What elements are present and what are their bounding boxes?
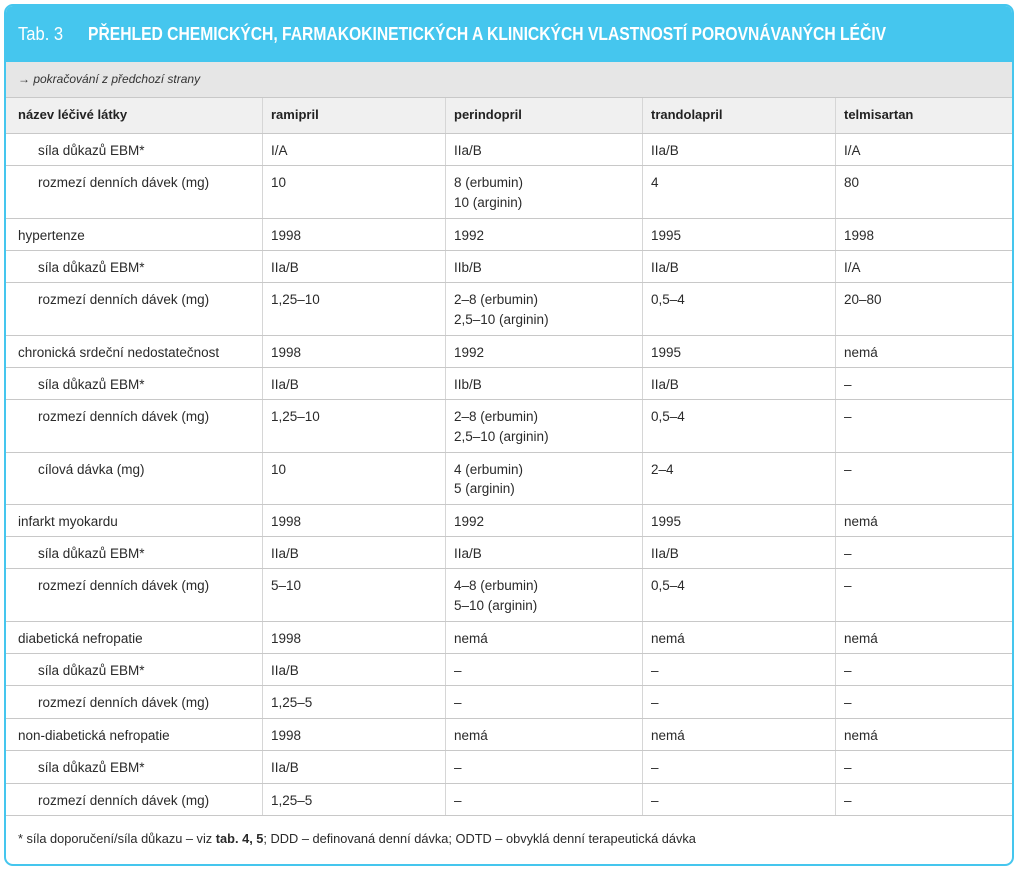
table-row (6, 685, 1012, 717)
row-label: infarkt myokardu (18, 513, 118, 529)
cell-ramipril: 1998 (262, 505, 445, 536)
cell-trandolapril: 0,5–4 (642, 569, 835, 620)
cell-telmisartan: I/A (835, 134, 1012, 165)
cell-ramipril: 1998 (262, 622, 445, 653)
cell-trandolapril: IIa/B (642, 368, 835, 399)
table-number: Tab. 3 (18, 24, 64, 44)
row-label: chronická srdeční nedostatečnost (18, 344, 220, 360)
cell-perindopril: – (445, 654, 642, 685)
cell-telmisartan: 1998 (835, 219, 1012, 250)
row-label: síla důkazů EBM* (38, 376, 145, 392)
cell-perindopril: nemá (445, 719, 642, 750)
cell-trandolapril: – (642, 654, 835, 685)
table-row (6, 653, 1012, 685)
cell-perindopril: 1992 (445, 219, 642, 250)
cell-telmisartan: nemá (835, 505, 1012, 536)
column-header-row (6, 97, 1012, 133)
cell-perindopril: 2–8 (erbumin) 2,5–10 (arginin) (445, 400, 642, 451)
table-row (6, 367, 1012, 399)
cell-perindopril: IIb/B (445, 251, 642, 282)
row-label: síla důkazů EBM* (38, 663, 145, 679)
cell-trandolapril: IIa/B (642, 537, 835, 568)
table-row (6, 536, 1012, 568)
cell-telmisartan: – (835, 368, 1012, 399)
cell-perindopril: nemá (445, 622, 642, 653)
footnote-abbreviations: ; DDD – definovaná denní dávka; ODTD – obvyklá denní terapeutická dávka (263, 831, 696, 847)
cell-ramipril: IIa/B (262, 751, 445, 782)
column-header-ramipril: ramipril (262, 98, 445, 133)
cell-ramipril: 1998 (262, 219, 445, 250)
column-header-perindopril: perindopril (445, 98, 642, 133)
table-row (6, 568, 1012, 620)
cell-telmisartan: – (835, 453, 1012, 504)
table-row (6, 165, 1012, 217)
cell-telmisartan: – (835, 686, 1012, 717)
cell-trandolapril: 1995 (642, 505, 835, 536)
cell-ramipril: IIa/B (262, 368, 445, 399)
row-label: rozmezí denních dávek (mg) (38, 695, 210, 711)
cell-ramipril: 1,25–5 (262, 784, 445, 815)
cell-trandolapril: – (642, 686, 835, 717)
cell-trandolapril: – (642, 784, 835, 815)
cell-ramipril: 1998 (262, 336, 445, 367)
cell-perindopril: 2–8 (erbumin) 2,5–10 (arginin) (445, 283, 642, 334)
table-row (6, 783, 1012, 815)
cell-trandolapril: IIa/B (642, 134, 835, 165)
table-row (6, 218, 1012, 250)
cell-trandolapril: – (642, 751, 835, 782)
cell-telmisartan: 80 (835, 166, 1012, 217)
table-title-bar (6, 6, 1012, 62)
cell-ramipril: 10 (262, 453, 445, 504)
column-header-trandolapril: trandolapril (642, 98, 835, 133)
cell-ramipril: 1,25–10 (262, 283, 445, 334)
continuation-note: → pokračování z předchozí strany (6, 62, 1012, 97)
table-row (6, 621, 1012, 653)
table-row (6, 335, 1012, 367)
cell-trandolapril: nemá (642, 719, 835, 750)
cell-ramipril: 10 (262, 166, 445, 217)
footnote-text: * síla doporučení/síla důkazu – viz (18, 831, 216, 847)
cell-telmisartan: – (835, 751, 1012, 782)
cell-ramipril: 1998 (262, 719, 445, 750)
cell-trandolapril: 0,5–4 (642, 400, 835, 451)
table-row (6, 250, 1012, 282)
row-label: rozmezí denních dávek (mg) (38, 792, 210, 808)
cell-telmisartan: – (835, 537, 1012, 568)
table-frame (4, 4, 1014, 866)
cell-perindopril: – (445, 686, 642, 717)
row-label: síla důkazů EBM* (38, 143, 145, 158)
table-row (6, 718, 1012, 750)
cell-telmisartan: nemá (835, 336, 1012, 367)
cell-ramipril: IIa/B (262, 654, 445, 685)
cell-trandolapril: 1995 (642, 336, 835, 367)
column-header-substance: název léčivé látky (18, 107, 128, 122)
cell-telmisartan: 20–80 (835, 283, 1012, 334)
row-label: síla důkazů EBM* (38, 760, 145, 776)
row-label: síla důkazů EBM* (38, 546, 145, 562)
cell-telmisartan: – (835, 400, 1012, 451)
cell-perindopril: 4–8 (erbumin) 5–10 (arginin) (445, 569, 642, 620)
cell-ramipril: 1,25–10 (262, 400, 445, 451)
table-footnote (6, 815, 1012, 848)
cell-telmisartan: – (835, 784, 1012, 815)
table-row (6, 133, 1012, 165)
cell-trandolapril: 0,5–4 (642, 283, 835, 334)
row-label: rozmezí denních dávek (mg) (38, 409, 210, 425)
table-row (6, 504, 1012, 536)
table-row (6, 399, 1012, 451)
cell-telmisartan: – (835, 569, 1012, 620)
row-label: síla důkazů EBM* (38, 259, 145, 275)
cell-perindopril: IIa/B (445, 134, 642, 165)
table-row (6, 452, 1012, 504)
cell-perindopril: 1992 (445, 505, 642, 536)
footnote-table-reference: tab. 4, 5 (215, 831, 264, 847)
cell-perindopril: IIb/B (445, 368, 642, 399)
cell-trandolapril: 1995 (642, 219, 835, 250)
table-row (6, 282, 1012, 334)
cell-trandolapril: 2–4 (642, 453, 835, 504)
row-label: cílová dávka (mg) (38, 461, 145, 477)
cell-telmisartan: nemá (835, 622, 1012, 653)
row-label: rozmezí denních dávek (mg) (38, 175, 210, 191)
cell-trandolapril: 4 (642, 166, 835, 217)
cell-perindopril: 4 (erbumin) 5 (arginin) (445, 453, 642, 504)
row-label: hypertenze (18, 227, 85, 243)
cell-trandolapril: nemá (642, 622, 835, 653)
row-label: diabetická nefropatie (18, 630, 143, 646)
row-label: rozmezí denních dávek (mg) (38, 292, 210, 308)
row-label: rozmezí denních dávek (mg) (38, 578, 210, 594)
cell-ramipril: 5–10 (262, 569, 445, 620)
cell-ramipril: I/A (262, 134, 445, 165)
row-label: non-diabetická nefropatie (18, 727, 170, 743)
cell-telmisartan: nemá (835, 719, 1012, 750)
cell-ramipril: IIa/B (262, 251, 445, 282)
cell-trandolapril: IIa/B (642, 251, 835, 282)
cell-perindopril: – (445, 751, 642, 782)
cell-perindopril: 1992 (445, 336, 642, 367)
cell-telmisartan: – (835, 654, 1012, 685)
cell-perindopril: 8 (erbumin) 10 (arginin) (445, 166, 642, 217)
cell-perindopril: IIa/B (445, 537, 642, 568)
cell-ramipril: IIa/B (262, 537, 445, 568)
cell-telmisartan: I/A (835, 251, 1012, 282)
table-title: PŘEHLED CHEMICKÝCH, FARMAKOKINETICKÝCH A KLINICKÝCH VLASTNOSTÍ POROVNÁVANÝCH LÉČIV (88, 24, 887, 44)
column-header-telmisartan: telmisartan (835, 98, 1012, 133)
cell-perindopril: – (445, 784, 642, 815)
table-row (6, 750, 1012, 782)
cell-ramipril: 1,25–5 (262, 686, 445, 717)
